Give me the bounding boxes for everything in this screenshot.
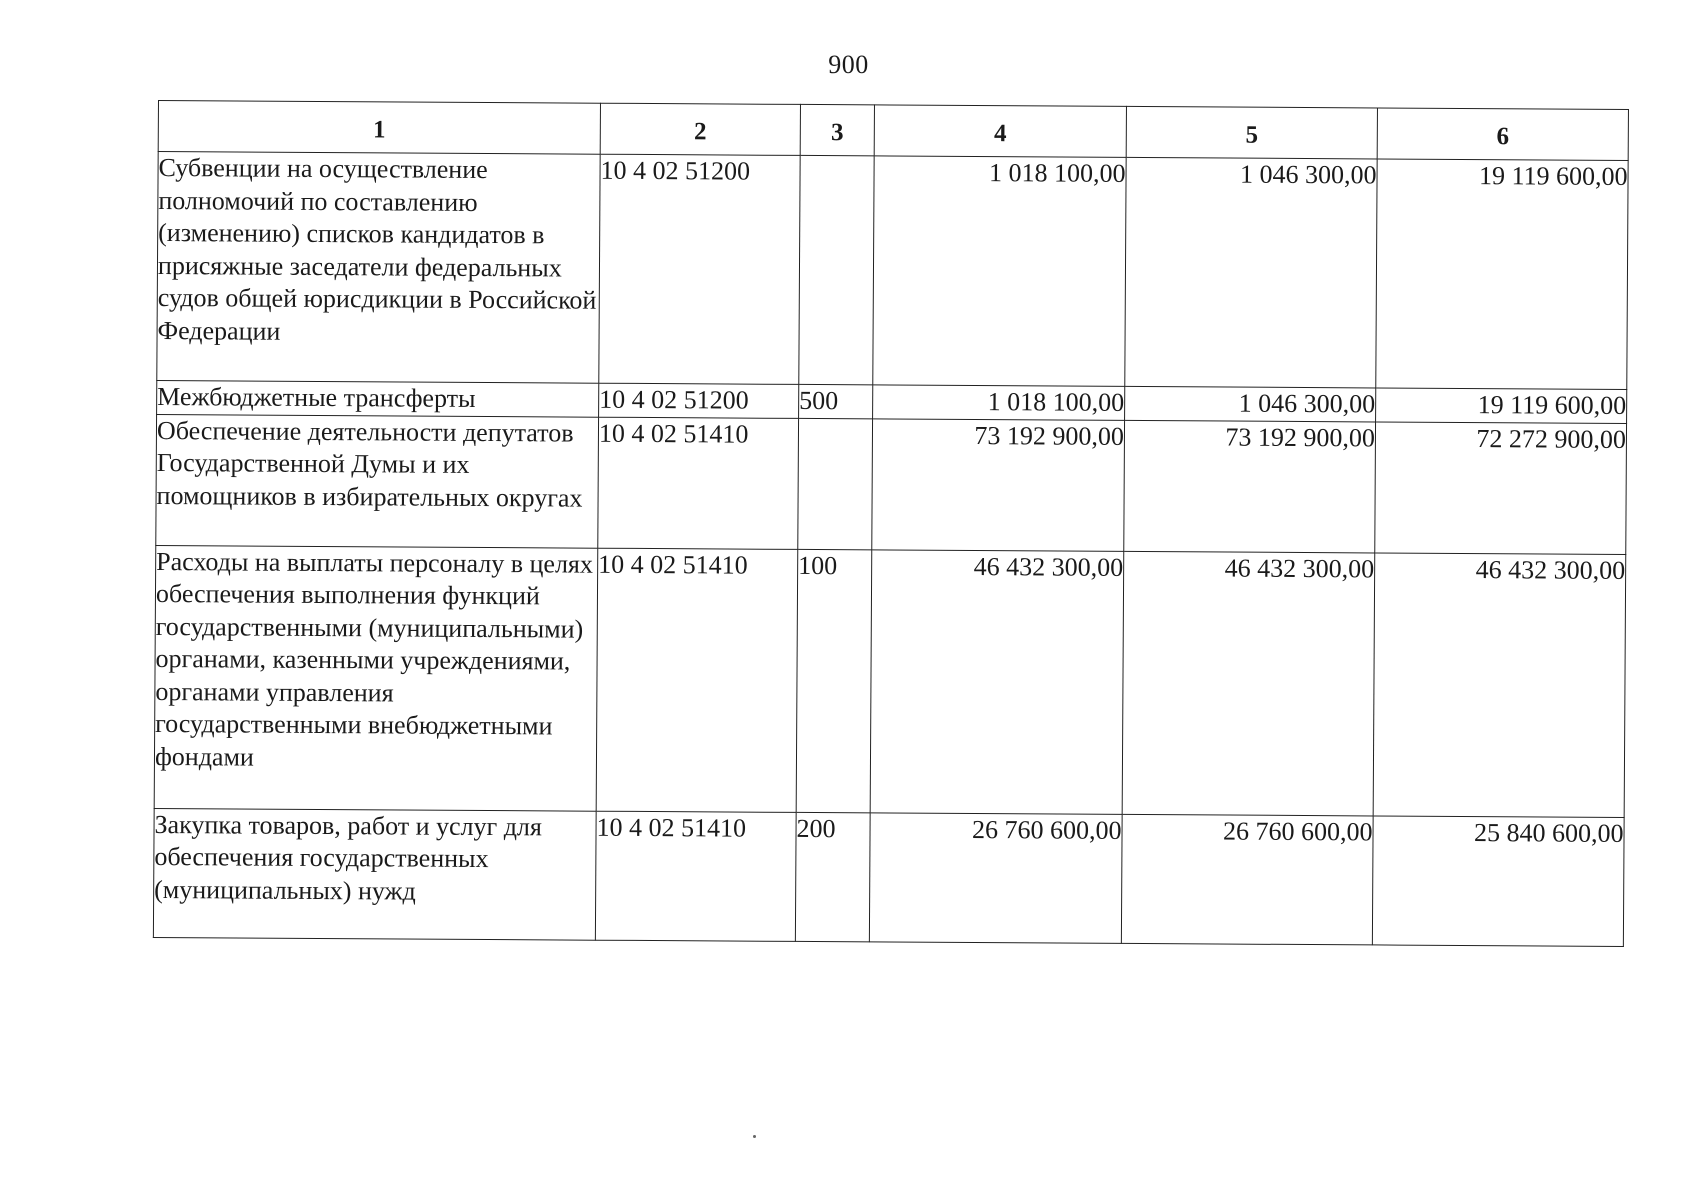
row-value-4: 73 192 900,00 [872, 418, 1125, 551]
row-name: Закупка товаров, работ и услуг для обеспечения государственных (муниципальных) нужд [153, 808, 596, 940]
row-value-5: 1 046 300,00 [1125, 386, 1376, 421]
row-expense-type: 200 [795, 812, 870, 941]
row-code: 10 4 02 51200 [599, 154, 800, 384]
column-header-1: 1 [158, 101, 600, 155]
column-header-5: 5 [1126, 106, 1377, 159]
row-code: 10 4 02 51410 [598, 417, 799, 549]
table-row [156, 414, 1627, 554]
row-value-5: 46 432 300,00 [1122, 551, 1375, 816]
row-name: Субвенции на осуществление полномочий по составлению (изменению) списков кандидатов в присяжные заседатели федеральных судов общей юрисдикции в Российской Федерации [157, 152, 600, 384]
column-header-6: 6 [1377, 108, 1628, 161]
row-code: 10 4 02 51410 [596, 548, 798, 812]
row-value-6: 25 840 600,00 [1372, 815, 1624, 946]
table-header-row [158, 101, 1628, 161]
table-row [153, 808, 1624, 946]
row-name: Межбюджетные трансферты [157, 380, 599, 416]
row-value-6: 46 432 300,00 [1373, 552, 1626, 817]
row-value-5: 73 192 900,00 [1124, 420, 1376, 553]
page-number: 900 [828, 50, 869, 79]
row-code: 10 4 02 51200 [599, 383, 799, 418]
row-code: 10 4 02 51410 [595, 811, 796, 941]
table-row [154, 545, 1626, 817]
budget-table-container [153, 100, 1628, 946]
scan-speck [753, 1135, 756, 1138]
row-value-6: 19 119 600,00 [1376, 159, 1628, 390]
row-value-4: 26 760 600,00 [869, 812, 1122, 943]
row-value-6: 19 119 600,00 [1376, 388, 1627, 423]
column-header-2: 2 [600, 103, 800, 155]
column-header-4: 4 [874, 105, 1126, 158]
row-expense-type [798, 418, 873, 549]
row-value-4: 46 432 300,00 [870, 549, 1124, 814]
row-value-5: 26 760 600,00 [1121, 814, 1373, 945]
row-expense-type: 500 [799, 384, 873, 418]
row-name: Обеспечение деятельности депутатов Государственной Думы и их помощников в избирательных округах [156, 414, 599, 548]
row-value-6: 72 272 900,00 [1375, 421, 1627, 554]
row-value-4: 1 018 100,00 [873, 156, 1126, 387]
row-value-4: 1 018 100,00 [873, 385, 1125, 420]
column-header-3: 3 [800, 104, 874, 155]
row-expense-type [799, 155, 874, 384]
row-expense-type: 100 [796, 549, 872, 812]
row-value-5: 1 046 300,00 [1125, 157, 1377, 388]
row-name: Расходы на выплаты персоналу в целях обеспечения выполнения функций государственными (муниципальными) органами, казенными учреждениями, органами управления государственными внебюджетными фондами [154, 545, 598, 811]
table-row [157, 152, 1628, 390]
budget-table [153, 100, 1629, 946]
